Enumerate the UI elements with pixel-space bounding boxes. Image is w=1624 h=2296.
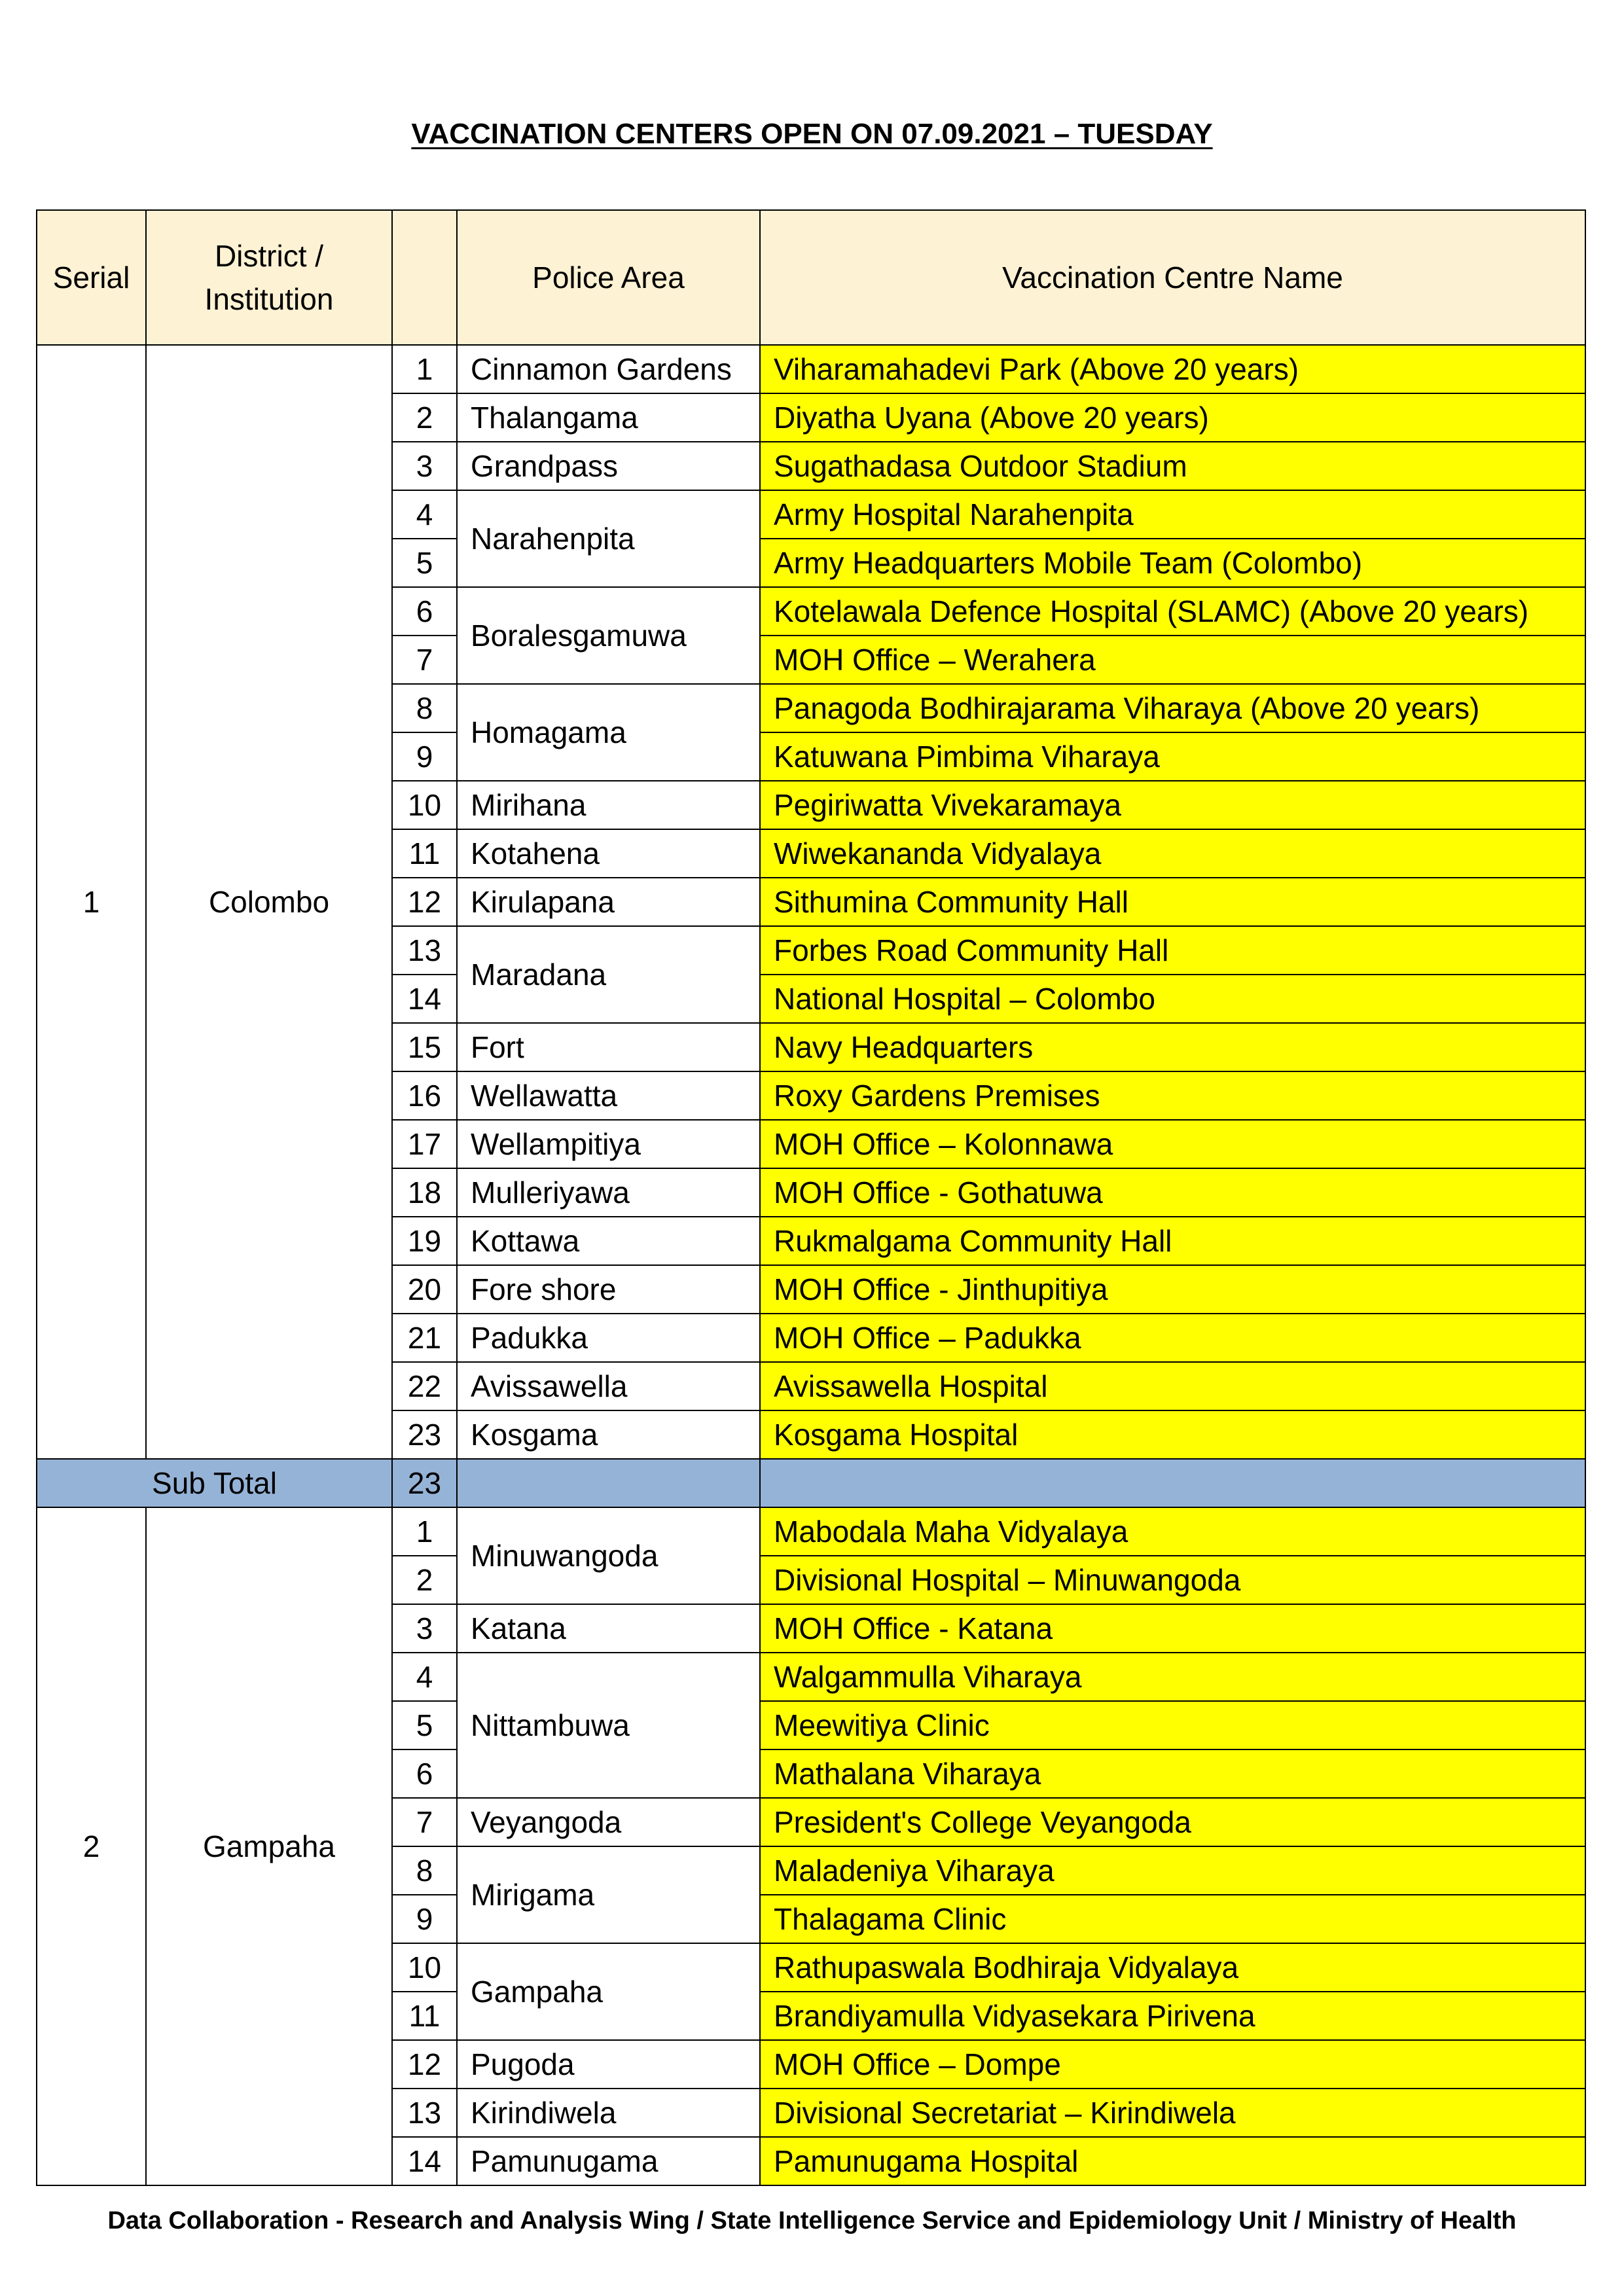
row-number-cell: 7: [392, 636, 457, 684]
centre-name-cell: Army Headquarters Mobile Team (Colombo): [760, 539, 1585, 587]
centre-name-cell: Kosgama Hospital: [760, 1410, 1585, 1459]
row-number-cell: 19: [392, 1217, 457, 1265]
row-number-cell: 12: [392, 878, 457, 926]
page-title: [0, 118, 1624, 151]
police-area-cell: Mirihana: [457, 781, 760, 829]
row-number-cell: 13: [392, 2089, 457, 2137]
police-area-cell: Wellawatta: [457, 1071, 760, 1120]
centre-name-cell: Maladeniya Viharaya: [760, 1846, 1585, 1895]
police-area-cell: Kottawa: [457, 1217, 760, 1265]
centre-name-cell: Diyatha Uyana (Above 20 years): [760, 393, 1585, 442]
police-area-cell: Fore shore: [457, 1265, 760, 1314]
centre-name-cell: Rukmalgama Community Hall: [760, 1217, 1585, 1265]
centre-name-cell: Army Hospital Narahenpita: [760, 490, 1585, 539]
table-header-row: [37, 210, 1585, 345]
header-district: [146, 210, 392, 345]
row-number-cell: 23: [392, 1410, 457, 1459]
row-number-cell: 1: [392, 345, 457, 393]
row-number-cell: 6: [392, 587, 457, 636]
subtotal-value: 23: [392, 1459, 457, 1507]
vaccination-centres-table: [36, 209, 1586, 2186]
centre-name-cell: Meewitiya Clinic: [760, 1701, 1585, 1749]
subtotal-row: [37, 1459, 1585, 1507]
police-area-cell: Maradana: [457, 926, 760, 1023]
police-area-cell: Grandpass: [457, 442, 760, 490]
row-number-cell: 16: [392, 1071, 457, 1120]
row-number-cell: 3: [392, 442, 457, 490]
centre-name-cell: Roxy Gardens Premises: [760, 1071, 1585, 1120]
centre-name-cell: Panagoda Bodhirajarama Viharaya (Above 20 years): [760, 684, 1585, 732]
police-area-cell: Narahenpita: [457, 490, 760, 587]
row-number-cell: 6: [392, 1749, 457, 1798]
police-area-cell: Pugoda: [457, 2040, 760, 2089]
page-footer: Data Collaboration - Research and Analysis Wing / State Intelligence Service and Epidemiology Unit / Ministry of Health: [107, 2207, 1517, 2234]
police-area-cell: Katana: [457, 1604, 760, 1653]
centre-name-cell: MOH Office - Katana: [760, 1604, 1585, 1653]
centre-name-cell: MOH Office – Werahera: [760, 636, 1585, 684]
row-number-cell: 11: [392, 829, 457, 878]
police-area-cell: Minuwangoda: [457, 1507, 760, 1604]
district-cell: Gampaha: [146, 1507, 392, 2185]
police-area-cell: Kotahena: [457, 829, 760, 878]
row-number-cell: 18: [392, 1168, 457, 1217]
police-area-cell: Wellampitiya: [457, 1120, 760, 1168]
centre-name-cell: Wiwekananda Vidyalaya: [760, 829, 1585, 878]
row-number-cell: 14: [392, 2137, 457, 2185]
row-number-cell: 2: [392, 393, 457, 442]
centre-name-cell: Walgammulla Viharaya: [760, 1653, 1585, 1701]
centre-name-cell: Katuwana Pimbima Viharaya: [760, 732, 1585, 781]
centre-name-cell: Pegiriwatta Vivekaramaya: [760, 781, 1585, 829]
police-area-cell: Cinnamon Gardens: [457, 345, 760, 393]
police-area-cell: Kosgama: [457, 1410, 760, 1459]
row-number-cell: 10: [392, 1943, 457, 1992]
centre-name-cell: Brandiyamulla Vidyasekara Pirivena: [760, 1992, 1585, 2040]
police-area-cell: Kirulapana: [457, 878, 760, 926]
centre-name-cell: Sugathadasa Outdoor Stadium: [760, 442, 1585, 490]
header-district-line1: District /: [214, 239, 324, 273]
police-area-cell: Thalangama: [457, 393, 760, 442]
header-district-line2: Institution: [204, 282, 334, 316]
row-number-cell: 8: [392, 1846, 457, 1895]
row-number-cell: 9: [392, 1895, 457, 1943]
row-number-cell: 22: [392, 1362, 457, 1410]
district-cell: Colombo: [146, 345, 392, 1459]
table-row: [37, 1507, 1585, 1556]
police-area-cell: Mirigama: [457, 1846, 760, 1943]
centre-name-cell: Divisional Hospital – Minuwangoda: [760, 1556, 1585, 1604]
centre-name-cell: Mathalana Viharaya: [760, 1749, 1585, 1798]
row-number-cell: 14: [392, 975, 457, 1023]
row-number-cell: 17: [392, 1120, 457, 1168]
centre-name-cell: Divisional Secretariat – Kirindiwela: [760, 2089, 1585, 2137]
police-area-cell: Gampaha: [457, 1943, 760, 2040]
row-number-cell: 20: [392, 1265, 457, 1314]
page-title-text: VACCINATION CENTERS OPEN ON 07.09.2021 – TUESDAY: [411, 118, 1213, 150]
centre-name-cell: MOH Office - Gothatuwa: [760, 1168, 1585, 1217]
row-number-cell: 15: [392, 1023, 457, 1071]
serial-cell: 2: [37, 1507, 146, 2185]
police-area-cell: Nittambuwa: [457, 1653, 760, 1798]
serial-cell: 1: [37, 345, 146, 1459]
row-number-cell: 2: [392, 1556, 457, 1604]
centre-name-cell: MOH Office - Jinthupitiya: [760, 1265, 1585, 1314]
header-serial: Serial: [37, 210, 146, 345]
centre-name-cell: Kotelawala Defence Hospital (SLAMC) (Above 20 years): [760, 587, 1585, 636]
header-police-area: Police Area: [457, 210, 760, 345]
police-area-cell: Homagama: [457, 684, 760, 781]
police-area-cell: Padukka: [457, 1314, 760, 1362]
centre-name-cell: Navy Headquarters: [760, 1023, 1585, 1071]
row-number-cell: 1: [392, 1507, 457, 1556]
centre-name-cell: MOH Office – Kolonnawa: [760, 1120, 1585, 1168]
row-number-cell: 10: [392, 781, 457, 829]
table-row: [37, 345, 1585, 393]
police-area-cell: Mulleriyawa: [457, 1168, 760, 1217]
row-number-cell: 8: [392, 684, 457, 732]
subtotal-empty-centre: [760, 1459, 1585, 1507]
subtotal-empty-police: [457, 1459, 760, 1507]
police-area-cell: Avissawella: [457, 1362, 760, 1410]
row-number-cell: 12: [392, 2040, 457, 2089]
row-number-cell: 4: [392, 490, 457, 539]
police-area-cell: Pamunugama: [457, 2137, 760, 2185]
centre-name-cell: MOH Office – Dompe: [760, 2040, 1585, 2089]
row-number-cell: 7: [392, 1798, 457, 1846]
centre-name-cell: President's College Veyangoda: [760, 1798, 1585, 1846]
centre-name-cell: Rathupaswala Bodhiraja Vidyalaya: [760, 1943, 1585, 1992]
row-number-cell: 9: [392, 732, 457, 781]
row-number-cell: 3: [392, 1604, 457, 1653]
row-number-cell: 21: [392, 1314, 457, 1362]
police-area-cell: Boralesgamuwa: [457, 587, 760, 684]
centre-name-cell: MOH Office – Padukka: [760, 1314, 1585, 1362]
centre-name-cell: Thalagama Clinic: [760, 1895, 1585, 1943]
police-area-cell: Veyangoda: [457, 1798, 760, 1846]
centre-name-cell: Pamunugama Hospital: [760, 2137, 1585, 2185]
row-number-cell: 4: [392, 1653, 457, 1701]
police-area-cell: Fort: [457, 1023, 760, 1071]
centre-name-cell: Avissawella Hospital: [760, 1362, 1585, 1410]
row-number-cell: 5: [392, 539, 457, 587]
header-centre-name: Vaccination Centre Name: [760, 210, 1585, 345]
row-number-cell: 13: [392, 926, 457, 975]
subtotal-label: Sub Total: [37, 1459, 392, 1507]
row-number-cell: 5: [392, 1701, 457, 1749]
centre-name-cell: Sithumina Community Hall: [760, 878, 1585, 926]
police-area-cell: Kirindiwela: [457, 2089, 760, 2137]
row-number-cell: 11: [392, 1992, 457, 2040]
centre-name-cell: Mabodala Maha Vidyalaya: [760, 1507, 1585, 1556]
centre-name-cell: Forbes Road Community Hall: [760, 926, 1585, 975]
centre-name-cell: Viharamahadevi Park (Above 20 years): [760, 345, 1585, 393]
header-number: [392, 210, 457, 345]
centre-name-cell: National Hospital – Colombo: [760, 975, 1585, 1023]
